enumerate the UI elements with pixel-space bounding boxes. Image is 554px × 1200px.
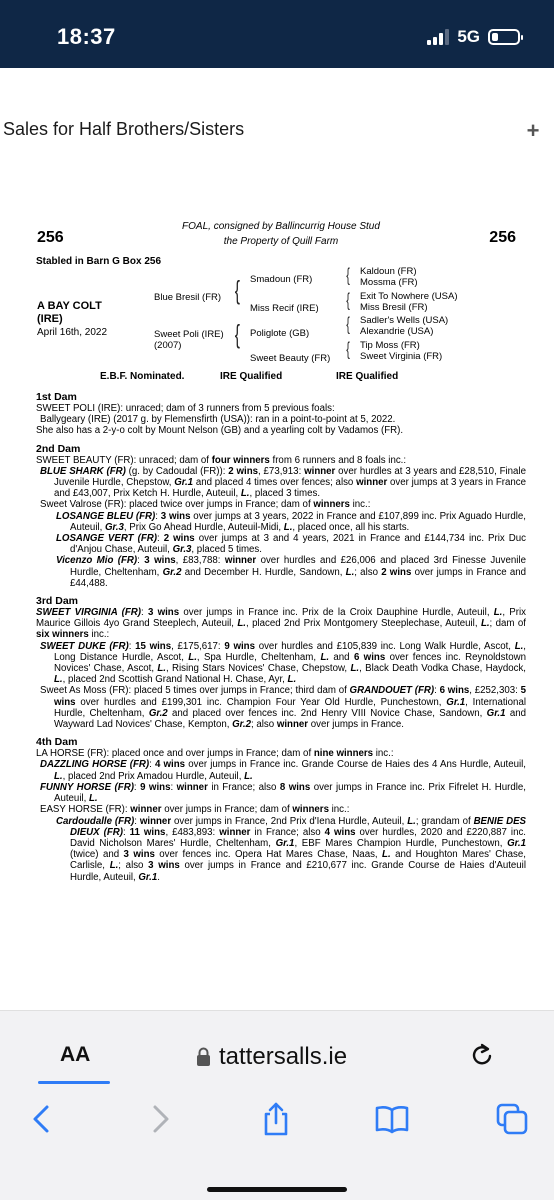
grandsire-2: Miss Recif (IRE) — [250, 303, 319, 314]
winner-entry: SWEET DUKE (FR): 15 wins, £175,617: 9 wins over hurdles and £105,839 inc. Long Walk Hurdle, Ascot, L., Long Distance Hurdle, Ascot, L., Spa Hurdle, Cheltenham, L. and 6 wins over fences inc. Reynoldstown Novices' Chase, Ascot, L., Rising Stars Novices' Chase, Chepstow, L., Black Death Vodka Chase, Haydock, L., placed 2nd Scottish Grand National H. Chase, Ayr, L. — [40, 640, 526, 686]
catalogue-page — [36, 220, 526, 883]
brace: { — [346, 265, 350, 285]
winner-entry: BLUE SHARK (FR) (g. by Cadoudal (FR)): 2 wins, £73,913: winner over hurdles at 3 years and £28,510, Finale Juvenile Hurdle, Chepstow, Gr.1 and placed 4 times over fences; also winner over jumps at 3 years in France and £43,007, Prix Ketch H. Hurdle, Auteuil, L., placed 3 times. — [40, 465, 526, 500]
reader-settings-button[interactable] — [60, 1043, 90, 1067]
add-button[interactable]: + — [526, 118, 540, 143]
brace: { — [234, 275, 240, 305]
second-dam-section — [36, 443, 526, 589]
great-grandparent-7: Tip Moss (FR) — [360, 340, 420, 351]
winner-entry: DAZZLING HORSE (FR): 4 wins over jumps in France inc. Grande Course de Haies des 4 Ans Hurdle, Auteuil, L., placed 2nd Prix Amadou Hurdle, Auteuil, L. — [40, 759, 527, 782]
reload-icon[interactable] — [468, 1041, 496, 1069]
home-indicator — [207, 1187, 347, 1192]
stabled-location: Stabled in Barn G Box 256 — [36, 256, 162, 267]
lot-number-left: 256 — [37, 229, 64, 246]
lot-row — [36, 229, 526, 255]
url-text: tattersalls.ie — [219, 1043, 348, 1070]
colt-origin: (IRE) — [37, 313, 63, 325]
ire-qualified-1: IRE Qualified — [220, 371, 283, 382]
tabs-icon[interactable] — [494, 1101, 530, 1137]
battery-icon — [488, 29, 520, 45]
dam-entry: She also has a 2-y-o colt by Mount Nelson (GB) and a yearling colt by Vadamos (FR). — [36, 425, 404, 437]
reader-settings-label: AA — [60, 1043, 91, 1066]
winner-entry: Vicenzo Mio (FR): 3 wins, £83,788: winner over hurdles and £26,006 and placed 3rd Finesse Juvenile Hurdle, Cheltenham, Gr.2 and December H. Hurdle, Sandown, L.; also 2 wins over jumps in France and £44,488. — [56, 555, 526, 589]
bookmarks-icon[interactable] — [374, 1101, 410, 1137]
dam-entry: EASY HORSE (FR): winner over jumps in France; dam of winners inc.: — [40, 804, 350, 816]
pedigree-table — [36, 265, 526, 369]
great-grandparent-5: Sadler's Wells (USA) — [360, 315, 449, 326]
section-heading: 1st Dam — [36, 391, 77, 403]
winner-entry: Cardoudalle (FR): winner over jumps in France, 2nd Prix d'Iena Hurdle, Auteuil, L.; grandam of BENIE DES DIEUX (FR): 11 wins, £483,893: winner in France; also 4 wins over hurdles, 2020 and £220,887 inc. David Nicholson Mares' Hurdle, Cheltenham, Gr.1, EBF Mares Champion Hurdle, Punchestown, Gr.1 (twice) and 3 wins over fences inc. Opera Hat Mares Chase, Naas, L. and Houghton Mares' Chase, Carlisle, L.; also 3 wins over jumps in France and £210,677 inc. Grande Course de Haies d'Auteuil Hurdle, Auteuil, Gr.1. — [56, 815, 526, 883]
browser-toolbar — [0, 1101, 554, 1151]
brace: { — [234, 319, 240, 349]
lot-number-right: 256 — [489, 229, 516, 246]
section-heading: 3rd Dam — [36, 595, 79, 608]
network-label: 5G — [457, 27, 480, 46]
dam-entry: Ballygeary (IRE) (2017 g. by Flemensfirth (USA)): ran in a point-to-point at 5, 2022. — [40, 414, 396, 426]
ebf-nominated: E.B.F. Nominated. — [100, 371, 185, 382]
share-icon[interactable] — [258, 1101, 294, 1137]
dam-entry: Sweet Valrose (FR): placed twice over jumps in France; dam of winners inc.: — [40, 499, 371, 511]
dam: Sweet Poli (IRE) — [154, 329, 224, 340]
status-icons — [427, 27, 520, 47]
foal-consignor: FOAL, consigned by Ballincurrig House Stud — [182, 221, 380, 232]
section-heading: 4th Dam — [36, 736, 78, 749]
great-grandparent-2: Mossma (FR) — [360, 277, 418, 288]
winner-entry: LOSANGE VERT (FR): 2 wins over jumps at 3 and 4 years, 2021 in France and £144,734 inc. Prix Duc d'Anjou Chase, Auteuil, Gr.3, placed 5 times. — [56, 533, 526, 556]
page-header — [0, 68, 554, 193]
dam-entry: Sweet As Moss (FR): placed 5 times over jumps in France; third dam of GRANDOUET (FR): 6 wins, £252,303: 5 wins over hurdles and £199,301 inc. Champion Four Year Old Hurdle, Punchestown, Gr.1, International Hurdle, Cheltenham, Gr.2 and placed over fences inc. 2nd Henry VIII Novice Chase, Sandown, Gr.1 and Wayward Lad Novices' Chase, Kempton, Gr.2; also winner over jumps in France. — [40, 685, 527, 731]
lock-icon — [196, 1047, 211, 1067]
ire-qualified-2: IRE Qualified — [336, 371, 399, 382]
tab-indicator — [38, 1081, 110, 1084]
great-grandparent-8: Sweet Virginia (FR) — [360, 351, 443, 362]
dam-entry: SWEET POLI (IRE): unraced; dam of 3 runners from 5 previous foals: — [36, 403, 335, 414]
colt-dob: April 16th, 2022 — [37, 327, 108, 338]
winner-entry: FUNNY HORSE (FR): 9 wins: winner in France; also 8 wins over jumps in France inc. Prix Fifrelet H. Hurdle, Auteuil, L. — [40, 781, 526, 805]
sire: Blue Bresil (FR) — [154, 292, 222, 303]
status-bar — [0, 0, 554, 68]
third-dam-section — [36, 595, 526, 730]
back-icon[interactable] — [24, 1101, 60, 1137]
brace: { — [346, 314, 350, 334]
dam-entry: SWEET BEAUTY (FR): unraced; dam of four winners from 6 runners and 8 foals inc.: — [36, 454, 407, 466]
great-grandparent-4: Miss Bresil (FR) — [360, 302, 428, 313]
grandsire-1: Smadoun (FR) — [250, 274, 313, 285]
grandsire-4: Sweet Beauty (FR) — [250, 353, 331, 364]
brace: { — [346, 339, 350, 359]
status-time: 18:37 — [57, 24, 116, 49]
winner-entry: LOSANGE BLEU (FR): 3 wins over jumps at 3 years, 2022 in France and £107,899 inc. Prix Aguado Hurdle, Auteuil, Gr.3, Prix Go Ahead Hurdle, Auteuil-Midi, L., placed once, all his starts. — [56, 510, 526, 533]
address-bar[interactable] — [196, 1043, 347, 1071]
great-grandparent-1: Kaldoun (FR) — [360, 266, 417, 277]
colt-name: A BAY COLT — [37, 300, 102, 312]
grandsire-3: Poliglote (GB) — [250, 328, 310, 339]
signal-icon — [427, 29, 449, 45]
great-grandparent-3: Exit To Nowhere (USA) — [360, 291, 458, 302]
great-grandparent-6: Alexandrie (USA) — [360, 326, 434, 337]
foal-owner: the Property of Quill Farm — [223, 236, 339, 247]
dam-year: (2007) — [154, 340, 182, 351]
brace: { — [346, 290, 350, 310]
dam-entry: LA HORSE (FR): placed once and over jumps in France; dam of nine winners inc.: — [36, 748, 394, 760]
page-title: Sales for Half Brothers/Sisters — [3, 119, 245, 139]
first-dam-section — [36, 391, 526, 437]
qualifications — [36, 371, 526, 385]
browser-bar — [0, 1010, 554, 1200]
dam-entry: SWEET VIRGINIA (FR): 3 wins over jumps in France inc. Prix de la Croix Dauphine Hurdle, Auteuil, L., Prix Maurice Gillois 4yo Grand Steeplech, Auteuil, L., placed 2nd Prix Montgomery Steeplechase, Auteuil, L.; dam of six winners inc.: — [36, 607, 526, 641]
section-heading: 2nd Dam — [36, 442, 81, 455]
fourth-dam-section — [36, 736, 526, 882]
forward-icon[interactable] — [142, 1101, 178, 1137]
